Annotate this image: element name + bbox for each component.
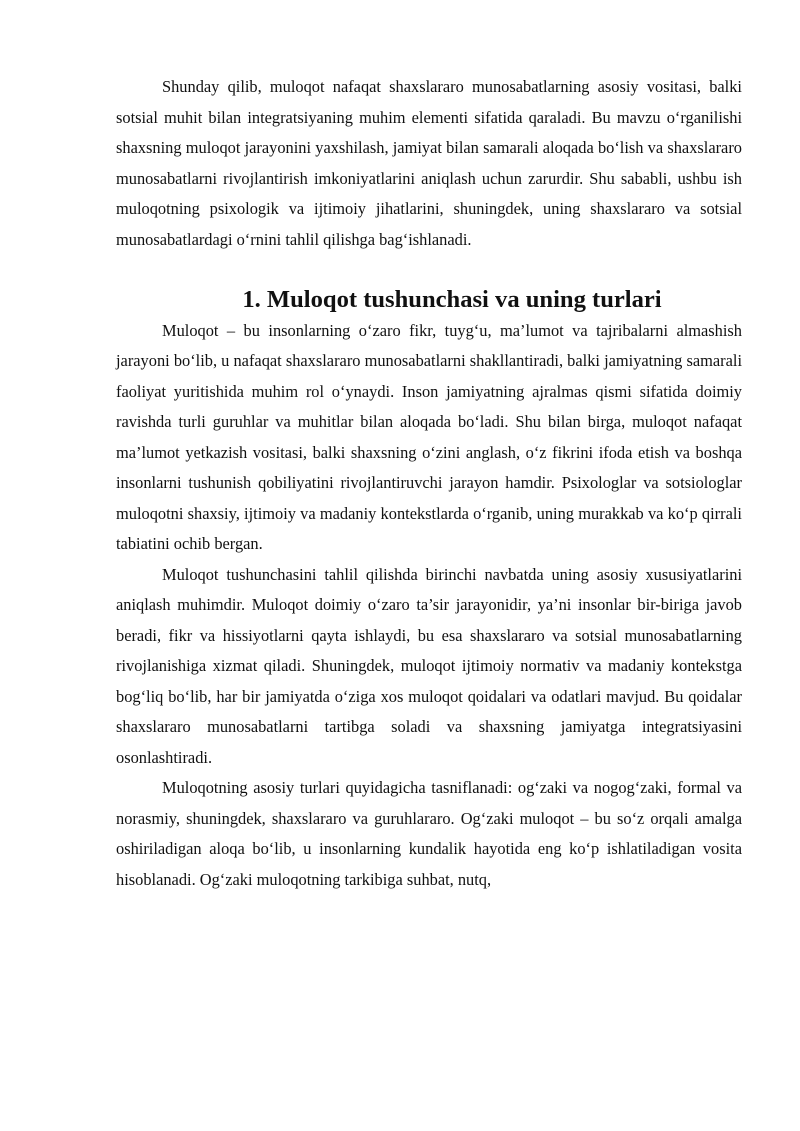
intro-paragraph: Shunday qilib, muloqot nafaqat shaxslararo munosabatlarning asosiy vositasi, balki sotsial muhit bilan integratsiyaning muhim elementi sifatida qaraladi. Bu mavzu o‘rganilishi shaxsning muloqot jarayonini yaxshilash, jamiyat bilan samarali aloqada bo‘lish va shaxslararo munosabatlarni rivojlantirish imkoniyatlarini aniqlash uchun zarurdir. Shu sababli, ushbu ish muloqotning psixologik va ijtimoiy jihatlarini, shuningdek, uning shaxslararo va sotsial munosabatlardagi o‘rnini tahlil qilishga bag‘ishlanadi. (116, 77, 742, 249)
body-paragraph-3: Muloqotning asosiy turlari quyidagicha tasniflanadi: og‘zaki va nogog‘zaki, formal va norasmiy, shuningdek, shaxslararo va guruhlararo. Og‘zaki muloqot – bu so‘z orqali amalga oshiriladigan aloqa bo‘lib, u insonlarning kundalik hayotida eng ko‘p ishlatiladigan vosita hisoblanadi. Og‘zaki muloqotning tarkibiga suhbat, nutq, (116, 778, 742, 889)
body-paragraph-2: Muloqot tushunchasini tahlil qilishda birinchi navbatda uning asosiy xususiyatlarini aniqlash muhimdir. Muloqot doimiy o‘zaro ta’sir jarayonidir, ya’ni insonlar bir-biriga javob beradi, fikr va hissiyotlarni qayta ishlaydi, bu esa shaxslararo va sotsial munosabatlarning rivojlanishiga xizmat qiladi. Shuningdek, muloqot ijtimoiy normativ va madaniy kontekstga bog‘liq bo‘lib, har bir jamiyatda o‘ziga xos muloqot qoidalari va odatlari mavjud. Bu qoidalar shaxslararo munosabatlarni tartibga soladi va shaxsning jamiyatga integratsiyasini osonlashtiradi. (116, 564, 742, 767)
body-paragraph-1: Muloqot – bu insonlarning o‘zaro fikr, tuyg‘u, ma’lumot va tajribalarni almashish jarayoni bo‘lib, u nafaqat shaxslararo munosabatlarni shakllantiradi, balki jamiyatning samarali faoliyat yuritishida muhim rol o‘ynaydi. Inson jamiyatning ajralmas qismi sifatida doimiy ravishda turli guruhlar va muhitlar bilan aloqada bo‘ladi. Shu bilan birga, muloqot nafaqat ma’lumot yetkazish vositasi, balki shaxsning o‘zini anglash, o‘z fikrini ifoda etish va boshqa insonlarni tushunish qobiliyatini rivojlantiruvchi jarayon hamdir. Psixologlar va sotsiologlar muloqotni shaxsiy, ijtimoiy va madaniy kontekstlarda o‘rganib, uning murakkab va ko‘p qirrali tabiatini ochib bergan. (116, 320, 742, 553)
section-heading: 1. Muloqot tushunchasi va uning turlari (242, 286, 662, 313)
document-page (116, 72, 742, 895)
paragraph-spacer (116, 255, 742, 285)
